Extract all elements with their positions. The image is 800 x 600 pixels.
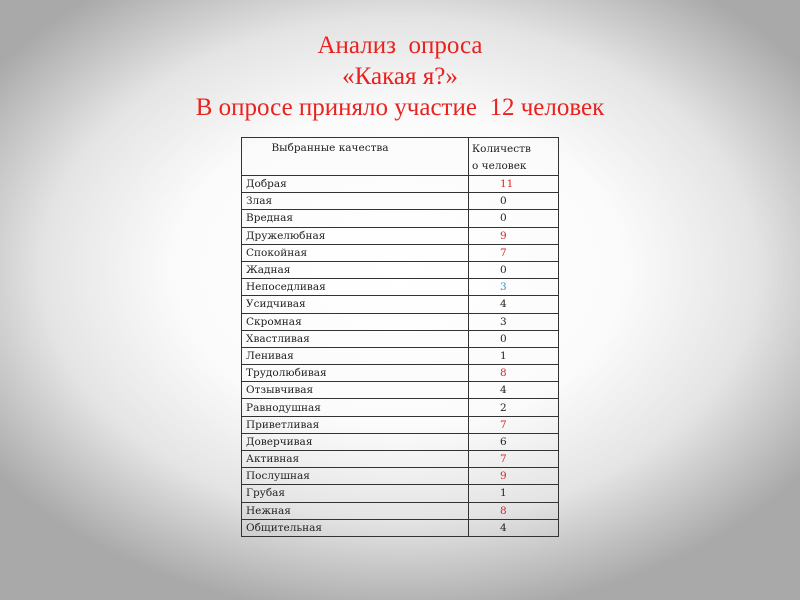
quality-cell: Усидчивая — [242, 296, 469, 313]
table-row — [242, 416, 559, 433]
title-line-1: Анализ опроса — [317, 32, 483, 59]
table-row — [242, 382, 559, 399]
table-row — [242, 210, 559, 227]
count-cell: 1 — [469, 347, 559, 364]
slide-title — [0, 30, 800, 123]
count-cell: 0 — [469, 330, 559, 347]
quality-cell: Доверчивая — [242, 433, 469, 450]
title-line-2: «Какая я?» — [342, 63, 458, 90]
count-cell: 0 — [469, 193, 559, 210]
table-row — [242, 485, 559, 502]
table-row — [242, 313, 559, 330]
table-body — [242, 176, 559, 537]
count-cell: 11 — [469, 176, 559, 193]
table-row — [242, 399, 559, 416]
table-row — [242, 193, 559, 210]
count-cell: 8 — [469, 365, 559, 382]
count-cell: 4 — [469, 296, 559, 313]
count-cell: 7 — [469, 244, 559, 261]
quality-cell: Приветливая — [242, 416, 469, 433]
quality-cell: Жадная — [242, 261, 469, 278]
count-cell: 9 — [469, 227, 559, 244]
count-cell: 7 — [469, 416, 559, 433]
quality-cell: Активная — [242, 451, 469, 468]
count-cell: 0 — [469, 261, 559, 278]
table-header-row — [242, 138, 559, 176]
table-row — [242, 519, 559, 536]
title-line-3: В опросе приняло участие 12 человек — [195, 94, 605, 121]
quality-cell: Нежная — [242, 502, 469, 519]
quality-cell: Отзывчивая — [242, 382, 469, 399]
quality-cell: Общительная — [242, 519, 469, 536]
header-count: Количеств о человек — [469, 138, 559, 176]
table-row — [242, 468, 559, 485]
table-row — [242, 365, 559, 382]
count-cell: 3 — [469, 313, 559, 330]
count-cell: 4 — [469, 519, 559, 536]
quality-cell: Трудолюбивая — [242, 365, 469, 382]
header-quality: Выбранные качества — [242, 138, 469, 176]
count-cell: 3 — [469, 279, 559, 296]
table-row — [242, 279, 559, 296]
count-cell: 7 — [469, 451, 559, 468]
table-row — [242, 502, 559, 519]
count-cell: 0 — [469, 210, 559, 227]
count-cell: 6 — [469, 433, 559, 450]
quality-cell: Спокойная — [242, 244, 469, 261]
quality-cell: Ленивая — [242, 347, 469, 364]
table-row — [242, 451, 559, 468]
count-cell: 1 — [469, 485, 559, 502]
quality-cell: Непоседливая — [242, 279, 469, 296]
table-row — [242, 296, 559, 313]
table-row — [242, 347, 559, 364]
survey-table — [241, 137, 559, 537]
table-row — [242, 261, 559, 278]
count-cell: 2 — [469, 399, 559, 416]
table-row — [242, 244, 559, 261]
table-row — [242, 176, 559, 193]
quality-cell: Дружелюбная — [242, 227, 469, 244]
quality-cell: Хвастливая — [242, 330, 469, 347]
quality-cell: Скромная — [242, 313, 469, 330]
count-cell: 9 — [469, 468, 559, 485]
quality-cell: Равнодушная — [242, 399, 469, 416]
quality-cell: Вредная — [242, 210, 469, 227]
quality-cell: Злая — [242, 193, 469, 210]
quality-cell: Послушная — [242, 468, 469, 485]
table-row — [242, 433, 559, 450]
quality-cell: Добрая — [242, 176, 469, 193]
table-row — [242, 227, 559, 244]
count-cell: 4 — [469, 382, 559, 399]
quality-cell: Грубая — [242, 485, 469, 502]
table-row — [242, 330, 559, 347]
count-cell: 8 — [469, 502, 559, 519]
